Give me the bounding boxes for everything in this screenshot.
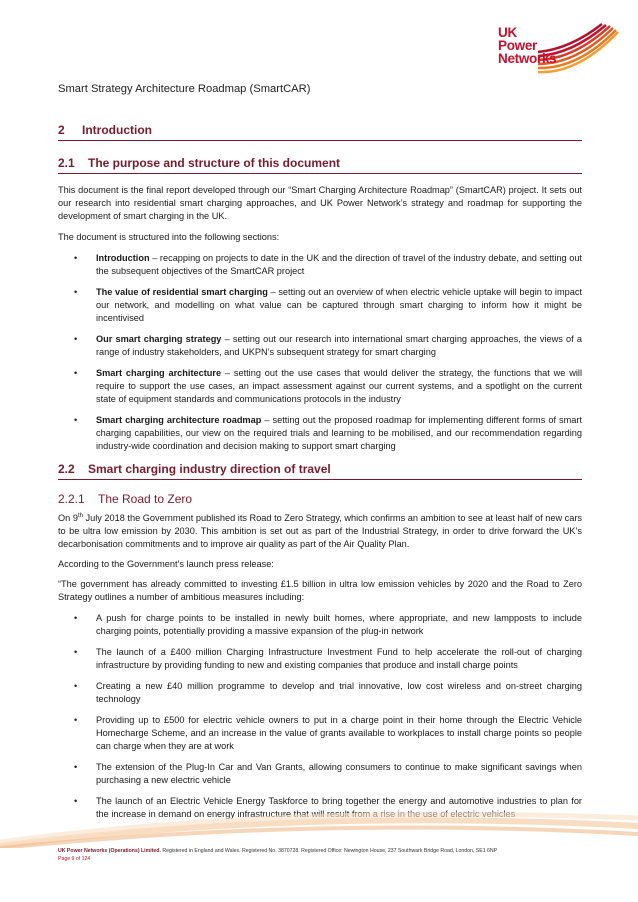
road-to-zero-paragraph (58, 512, 582, 550)
list-item (58, 761, 582, 787)
heading-number: 2.2 (58, 462, 75, 476)
list-item-text: – recapping on projects to date in the UK and the direction of travel of the industry debate, and setting out the subsequent objectives of the SmartCAR project (96, 253, 582, 276)
list-item-text: – setting out an overview of when electric vehicle uptake will begin to impact our network, and modelling on what value can be captured through smart charging to inform how it might be incentivised (96, 287, 582, 323)
list-item (58, 367, 582, 405)
footer-registration (58, 847, 497, 855)
road-para-start: On 9 (58, 513, 78, 523)
measures-list (58, 612, 582, 829)
list-item (58, 286, 582, 324)
logo-wordmark (498, 26, 556, 65)
heading-text: Introduction (82, 123, 152, 137)
heading-purpose-structure (58, 156, 582, 174)
press-release-paragraph: According to the Government’s launch press release: (58, 559, 274, 569)
bullet-icon: • (74, 414, 78, 425)
list-item-bold: Our smart charging strategy (96, 333, 222, 344)
road-para-rest: July 2018 the Government published its Road to Zero Strategy, which confirms an ambition to see at least half of new cars to be ultra low emission by 2030. This ambition is set out as part of the Industrial Strategy, in order to drive forward the UK’s decarbonisation commitments and to improve air quality as part of the Air Quality Plan. (58, 513, 582, 549)
footer-swoosh-decoration (0, 808, 638, 848)
list-item-text: – setting out our research into international smart charging approaches, the views of a range of industry stakeholders, and UKPN’s subsequent strategy for smart charging (96, 333, 582, 357)
list-item (58, 646, 582, 672)
list-item-bold: Introduction (96, 253, 150, 263)
list-item (58, 414, 582, 452)
list-item-bold: Smart charging architecture roadmap (96, 414, 262, 425)
bullet-icon: • (74, 715, 78, 726)
logo-line-1: UK (498, 25, 517, 40)
page-number: Page 9 of 124 (58, 856, 91, 862)
list-item (58, 252, 582, 278)
list-item (58, 333, 582, 359)
bullet-icon: • (74, 253, 78, 263)
logo-line-2: Power (498, 38, 538, 53)
heading-number: 2.1 (58, 156, 75, 170)
footer-company: UK Power Networks (Operations) Limited. (58, 848, 161, 854)
bullet-icon: • (74, 287, 78, 298)
heading-number: 2.2.1 (58, 492, 85, 506)
heading-industry-direction (58, 462, 582, 480)
list-item-bold: The value of residential smart charging (96, 287, 268, 298)
bullet-icon: • (74, 796, 78, 807)
list-item-text: A push for charge points to be installed in newly built homes, where appropriate, and new lampposts to include charging points, potentially providing a massive expansion of the plug-in network (96, 613, 582, 636)
bullet-icon: • (74, 647, 78, 658)
sections-list (58, 252, 582, 461)
bullet-icon: • (74, 613, 78, 623)
structure-paragraph: The document is structured into the following sections: (58, 232, 280, 242)
list-item-text: The launch of an Electric Vehicle Energy Taskforce to bring together the energy and automotive industries to plan for the increase in demand on energy infrastructure that will result from a rise in the use of electric vehicles (96, 796, 582, 820)
logo-line-3: Networks (498, 51, 557, 66)
document-title: Smart Strategy Architecture Roadmap (SmartCAR) (58, 83, 311, 95)
list-item-text: The launch of a £400 million Charging Infrastructure Investment Fund to help accelerate the roll-out of charging infrastructure by providing funding to new and existing companies that produce and install charge points (96, 647, 582, 670)
heading-text: The Road to Zero (98, 492, 193, 506)
page-footer (58, 847, 497, 863)
bullet-icon: • (74, 681, 78, 692)
list-item (58, 714, 582, 752)
bullet-icon: • (74, 333, 78, 344)
intro-paragraph: This document is the final report developed through our “Smart Charging Architecture Roadmap” (SmartCAR) project. It sets out our research into residential smart charging approaches, and UK Power Network’s strategy and roadmap for supporting the development of smart charging in the UK. (58, 185, 582, 221)
heading-text: Smart charging industry direction of travel (88, 462, 331, 476)
date-suffix: th (77, 512, 83, 519)
list-item (58, 612, 582, 638)
list-item (58, 680, 582, 706)
footer-registration-text: Registered in England and Wales. Registered No. 3870728. Registered Office: Newington House, 237 Southwark Bridge Road, London, SE1 6NP (160, 848, 498, 854)
list-item-text: Providing up to £500 for electric vehicle owners to put in a charge point in their home through the Electric Vehicle Homecharge Scheme, and an increase in the value of grants available to workplaces to install charge points so people can charge when they are at work (96, 715, 582, 751)
bullet-icon: • (74, 368, 78, 379)
uk-power-networks-logo (498, 22, 620, 80)
bullet-icon: • (74, 762, 78, 773)
list-item-text: – setting out the proposed roadmap for implementing different forms of smart charging capabilities, our view on the required trials and learning to be mobilised, and our recommendation regarding industry-wide coordination and decision making to support smart charging (96, 414, 582, 451)
list-item-text: – setting out the use cases that would deliver the strategy, the functions that we will require to support the use cases, an impact assessment against our current systems, and a spotlight on the current state of equipment standards and communications protocols in the industry (96, 368, 582, 404)
list-item-text: The extension of the Plug-In Car and Van Grants, allowing consumers to continue to make significant savings when purchasing a new electric vehicle (96, 762, 582, 785)
list-item-bold: Smart charging architecture (96, 368, 222, 379)
list-item-text: Creating a new £40 million programme to develop and trial innovative, low cost wireless and on-street charging technology (96, 681, 582, 704)
heading-number: 2 (58, 123, 65, 137)
heading-road-to-zero (58, 492, 192, 506)
heading-text: The purpose and structure of this document (88, 156, 341, 170)
quote-paragraph: “The government has already committed to investing £1.5 billion in ultra low emission vehicles by 2020 and the Road to Zero Strategy outlines a number of ambitious measures including: (58, 579, 582, 602)
heading-introduction (58, 123, 582, 141)
